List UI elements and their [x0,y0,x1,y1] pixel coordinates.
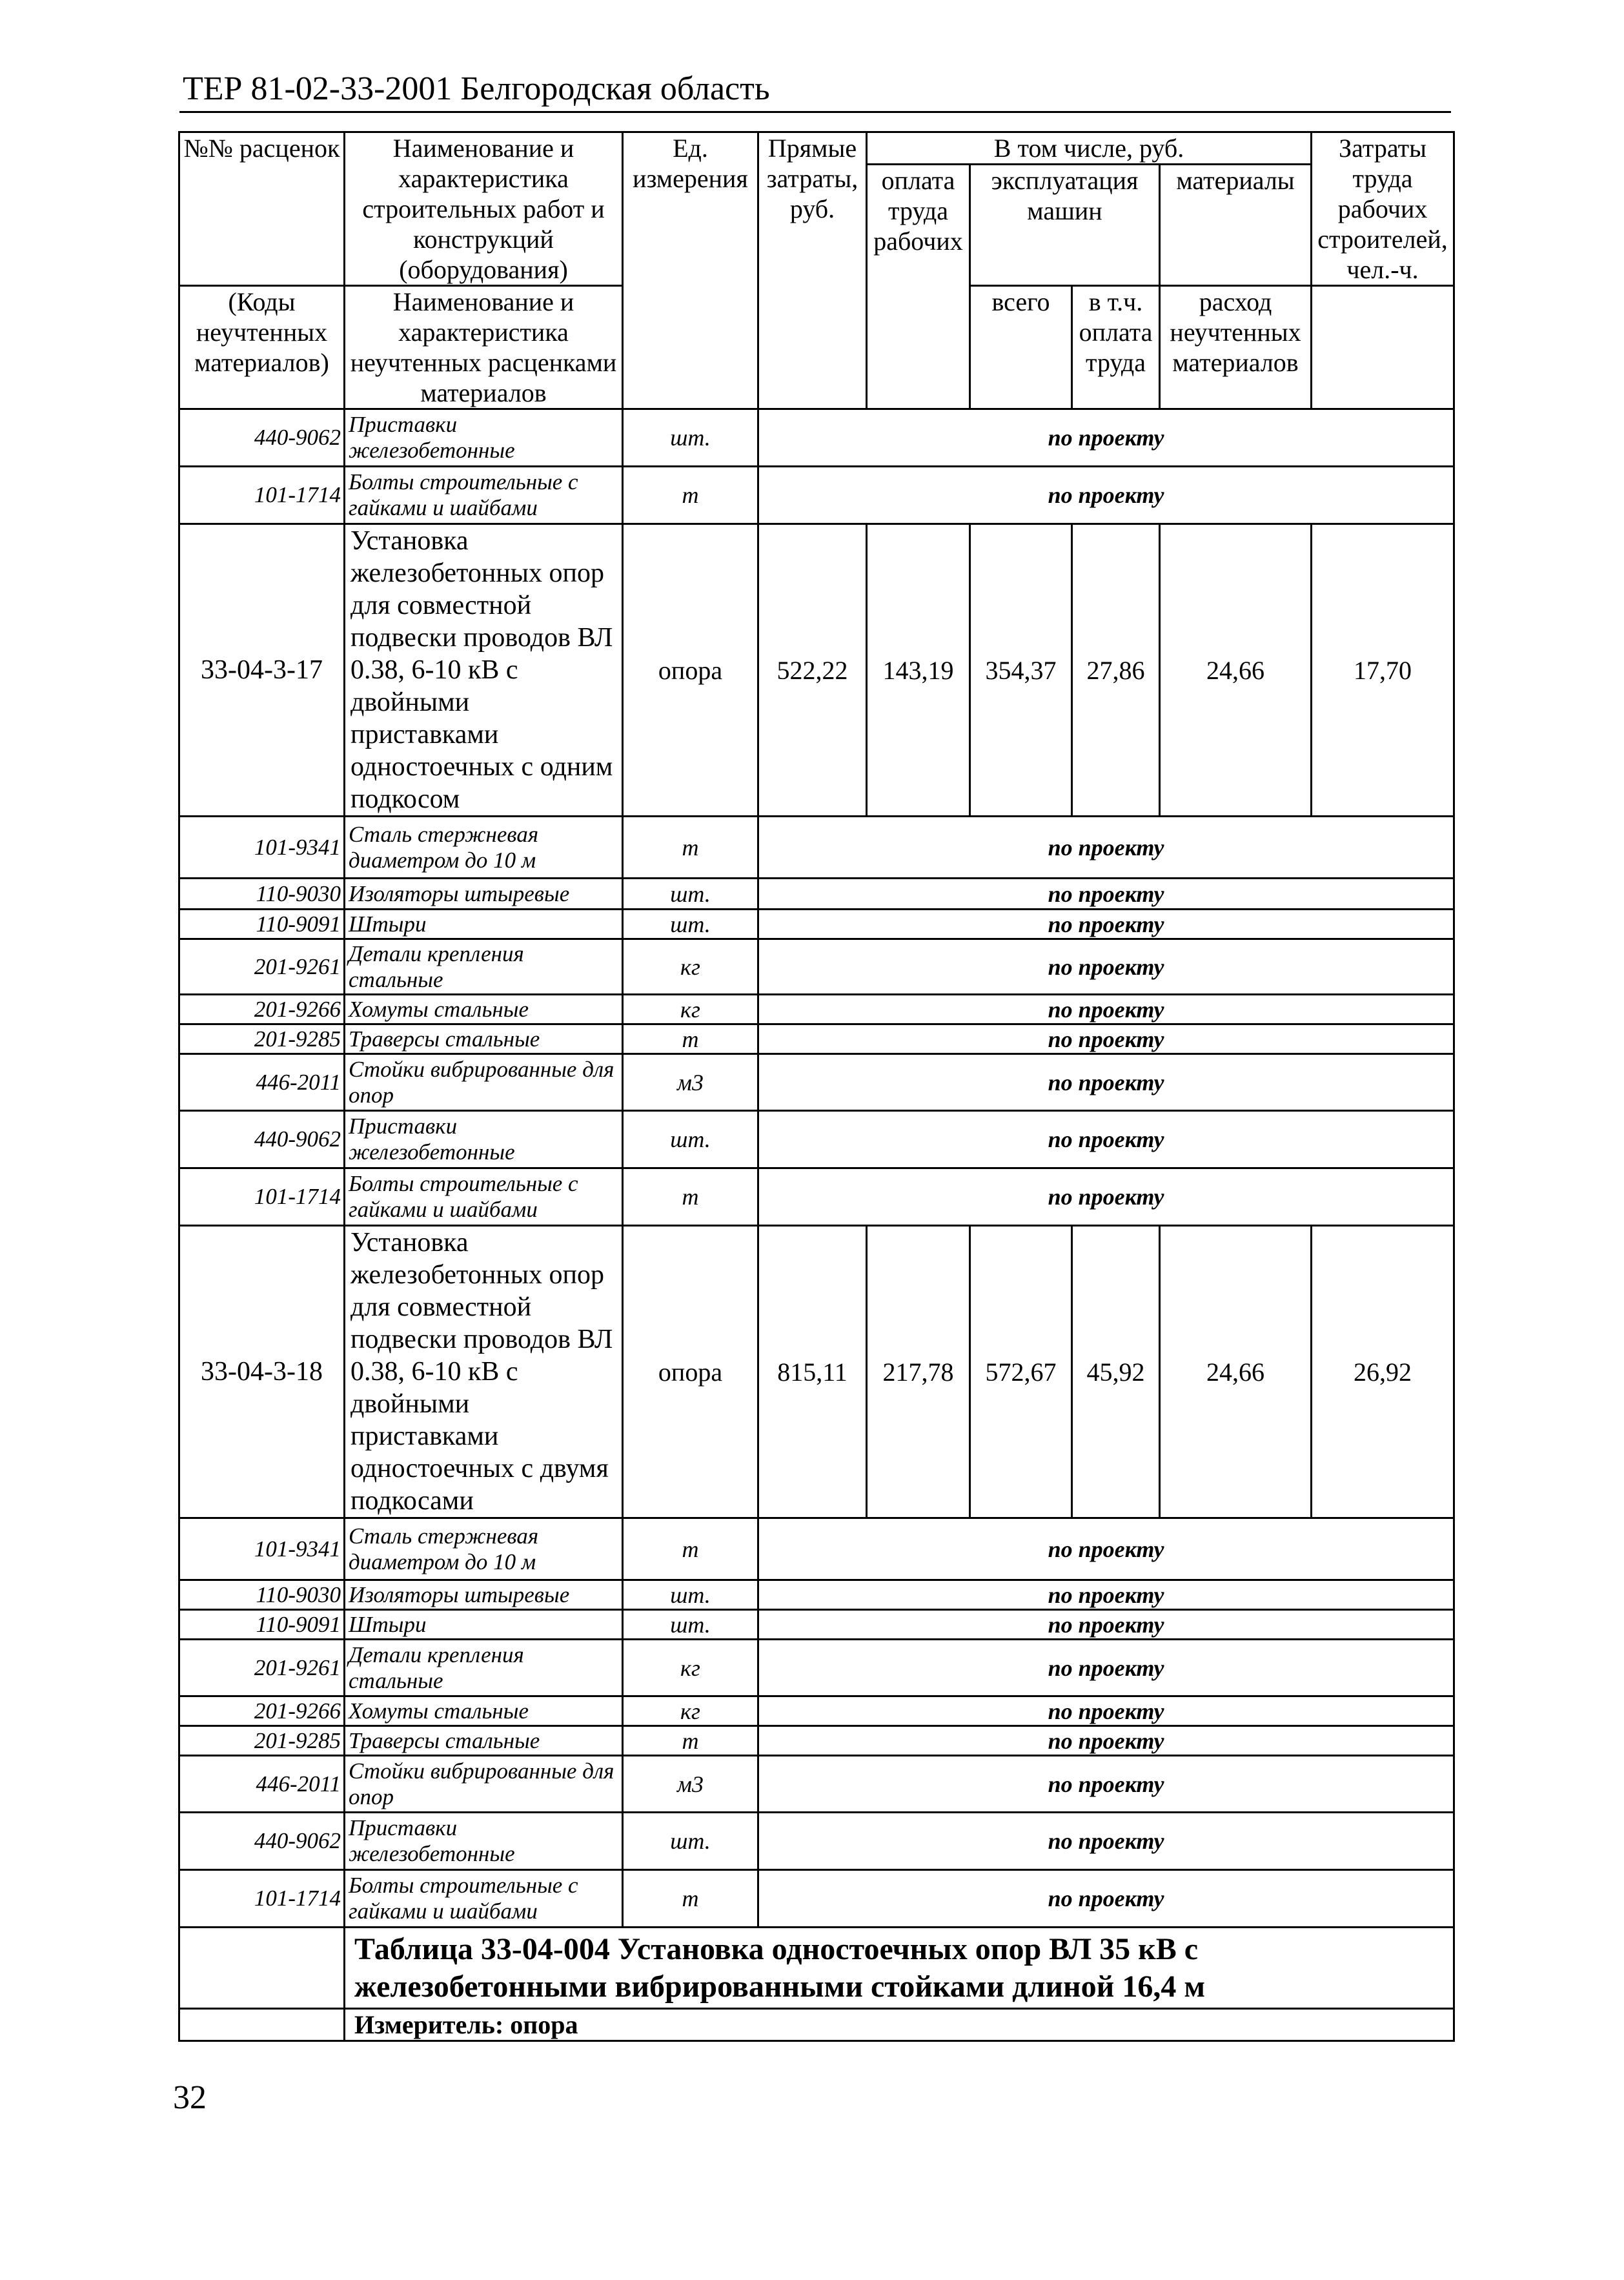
material-name: Хомуты стальные [345,995,623,1024]
material-name: Болты строительные с гайками и шайбами [345,1168,623,1226]
material-name: Траверсы стальные [345,1024,623,1054]
header-rule [179,111,1451,113]
design-label: по проекту [758,1054,1454,1111]
material-row [179,1756,1454,1813]
design-label: по проекту [758,995,1454,1024]
blank-cell [179,2009,345,2041]
material-row [179,1054,1454,1111]
design-label: по проекту [758,910,1454,939]
material-code: 110-9091 [179,910,345,939]
rate-code: 33-04-3-18 [179,1226,345,1518]
rate-labor: 26,92 [1312,1226,1454,1518]
material-name: Стойки вибрированные для опор [345,1756,623,1813]
material-unit: кг [623,1640,758,1696]
col-incl-wages-header: в т.ч. оплата труда [1072,286,1160,409]
material-row [179,1580,1454,1610]
material-code: 440-9062 [179,1111,345,1168]
design-label: по проекту [758,939,1454,995]
rate-row [179,1226,1454,1518]
material-row [179,910,1454,939]
material-unit: шт. [623,409,758,467]
material-row [179,1168,1454,1226]
rate-row [179,524,1454,817]
material-unit: кг [623,995,758,1024]
material-name: Сталь стержневая диаметром до 10 м [345,817,623,879]
material-unit: т [623,1024,758,1054]
rate-machines-total: 572,67 [970,1226,1072,1518]
col-direct-header: Прямые затраты, руб. [758,132,867,409]
material-code: 101-1714 [179,1870,345,1928]
material-row [179,879,1454,910]
design-label: по проекту [758,1756,1454,1813]
design-label: по проекту [758,1640,1454,1696]
material-unit: т [623,1870,758,1928]
col-unit-header: Ед. измерения [623,132,758,409]
col-total-header: всего [970,286,1072,409]
material-unit: шт. [623,910,758,939]
rate-machines-total: 354,37 [970,524,1072,817]
material-code: 110-9091 [179,1610,345,1640]
design-label: по проекту [758,1580,1454,1610]
material-name: Хомуты стальные [345,1696,623,1726]
material-code: 201-9266 [179,1696,345,1726]
rate-wages: 143,19 [867,524,970,817]
col-code-header: №№ расценок [179,132,345,286]
material-name: Детали крепления стальные [345,939,623,995]
material-unit: т [623,1168,758,1226]
design-label: по проекту [758,467,1454,524]
material-code: 440-9062 [179,1813,345,1870]
material-row [179,467,1454,524]
material-unit: шт. [623,1813,758,1870]
material-unit: т [623,817,758,879]
rate-wages: 217,78 [867,1226,970,1518]
material-name: Траверсы стальные [345,1726,623,1756]
material-name: Приставки железобетонные [345,1813,623,1870]
material-code: 101-9341 [179,1518,345,1580]
rates-table [178,131,1455,2042]
col-unacc-usage-header: расход неучтенных материалов [1160,286,1312,409]
rate-name: Установка железобетонных опор для совместной подвески проводов ВЛ 0.38, 6-10 кВ с двойными приставками одностоечных с двумя подкосами [345,1226,623,1518]
material-row [179,1518,1454,1580]
material-code: 110-9030 [179,1580,345,1610]
rate-unit: опора [623,1226,758,1518]
material-row [179,1870,1454,1928]
material-unit: м3 [623,1756,758,1813]
rate-machines-wages: 27,86 [1072,524,1160,817]
rate-materials: 24,66 [1160,1226,1312,1518]
material-row [179,409,1454,467]
col-codes-unacc-header: (Коды неучтенных материалов) [179,286,345,409]
material-name: Штыри [345,1610,623,1640]
col-labor-blank [1312,286,1454,409]
rate-direct-cost: 522,22 [758,524,867,817]
rate-materials: 24,66 [1160,524,1312,817]
material-row [179,1726,1454,1756]
material-unit: т [623,1726,758,1756]
design-label: по проекту [758,1111,1454,1168]
material-row [179,995,1454,1024]
material-name: Приставки железобетонные [345,1111,623,1168]
design-label: по проекту [758,1610,1454,1640]
material-code: 101-9341 [179,817,345,879]
material-row [179,1024,1454,1054]
rate-machines-wages: 45,92 [1072,1226,1160,1518]
material-name: Стойки вибрированные для опор [345,1054,623,1111]
material-row [179,1111,1454,1168]
material-code: 201-9266 [179,995,345,1024]
material-code: 446-2011 [179,1756,345,1813]
blank-cell [179,1928,345,2009]
rate-labor: 17,70 [1312,524,1454,817]
col-wages-header: оплата труда рабочих [867,165,970,409]
material-unit: м3 [623,1054,758,1111]
material-name: Изоляторы штыревые [345,879,623,910]
material-row [179,1813,1454,1870]
material-unit: т [623,1518,758,1580]
material-code: 101-1714 [179,1168,345,1226]
page-number: 32 [173,2079,207,2116]
col-incl-header: В том числе, руб. [867,132,1312,165]
table-title: Таблица 33-04-004 Установка одностоечных опор ВЛ 35 кВ с железобетонными вибрированными стойками длиной 16,4 м [345,1928,1454,2009]
material-unit: шт. [623,1610,758,1640]
material-unit: т [623,467,758,524]
design-label: по проекту [758,1696,1454,1726]
material-unit: шт. [623,1111,758,1168]
material-row [179,1640,1454,1696]
material-row [179,1696,1454,1726]
rate-direct-cost: 815,11 [758,1226,867,1518]
design-label: по проекту [758,1870,1454,1928]
material-name: Сталь стержневая диаметром до 10 м [345,1518,623,1580]
col-name-header: Наименование и характеристика строительных работ и конструкций (оборудования) [345,132,623,286]
rate-name: Установка железобетонных опор для совместной подвески проводов ВЛ 0.38, 6-10 кВ с двойными приставками одностоечных с одним подкосом [345,524,623,817]
table-title-row [179,1928,1454,2009]
design-label: по проекту [758,1024,1454,1054]
col-name-unacc-header: Наименование и характеристика неучтенных расценками материалов [345,286,623,409]
material-row [179,1610,1454,1640]
material-code: 201-9261 [179,1640,345,1696]
material-name: Болты строительные с гайками и шайбами [345,467,623,524]
material-code: 201-9285 [179,1024,345,1054]
material-row [179,939,1454,995]
material-unit: кг [623,939,758,995]
material-row [179,817,1454,879]
material-code: 101-1714 [179,467,345,524]
material-unit: кг [623,1696,758,1726]
rate-code: 33-04-3-17 [179,524,345,817]
col-machines-header: эксплуатация машин [970,165,1160,286]
material-name: Штыри [345,910,623,939]
material-code: 201-9285 [179,1726,345,1756]
material-code: 110-9030 [179,879,345,910]
measure-label: Измеритель: опора [345,2009,1454,2041]
design-label: по проекту [758,1168,1454,1226]
material-unit: шт. [623,1580,758,1610]
material-code: 440-9062 [179,409,345,467]
material-name: Приставки железобетонные [345,409,623,467]
design-label: по проекту [758,1813,1454,1870]
material-code: 446-2011 [179,1054,345,1111]
material-name: Болты строительные с гайками и шайбами [345,1870,623,1928]
measure-row [179,2009,1454,2041]
design-label: по проекту [758,1518,1454,1580]
design-label: по проекту [758,879,1454,910]
design-label: по проекту [758,817,1454,879]
material-unit: шт. [623,879,758,910]
design-label: по проекту [758,409,1454,467]
rate-unit: опора [623,524,758,817]
col-labor-header: Затраты труда рабочих строителей, чел.-ч. [1312,132,1454,286]
material-name: Изоляторы штыревые [345,1580,623,1610]
material-code: 201-9261 [179,939,345,995]
page-header: ТЕР 81-02-33-2001 Белгородская область [183,70,770,107]
col-materials-header: материалы [1160,165,1312,286]
material-name: Детали крепления стальные [345,1640,623,1696]
design-label: по проекту [758,1726,1454,1756]
